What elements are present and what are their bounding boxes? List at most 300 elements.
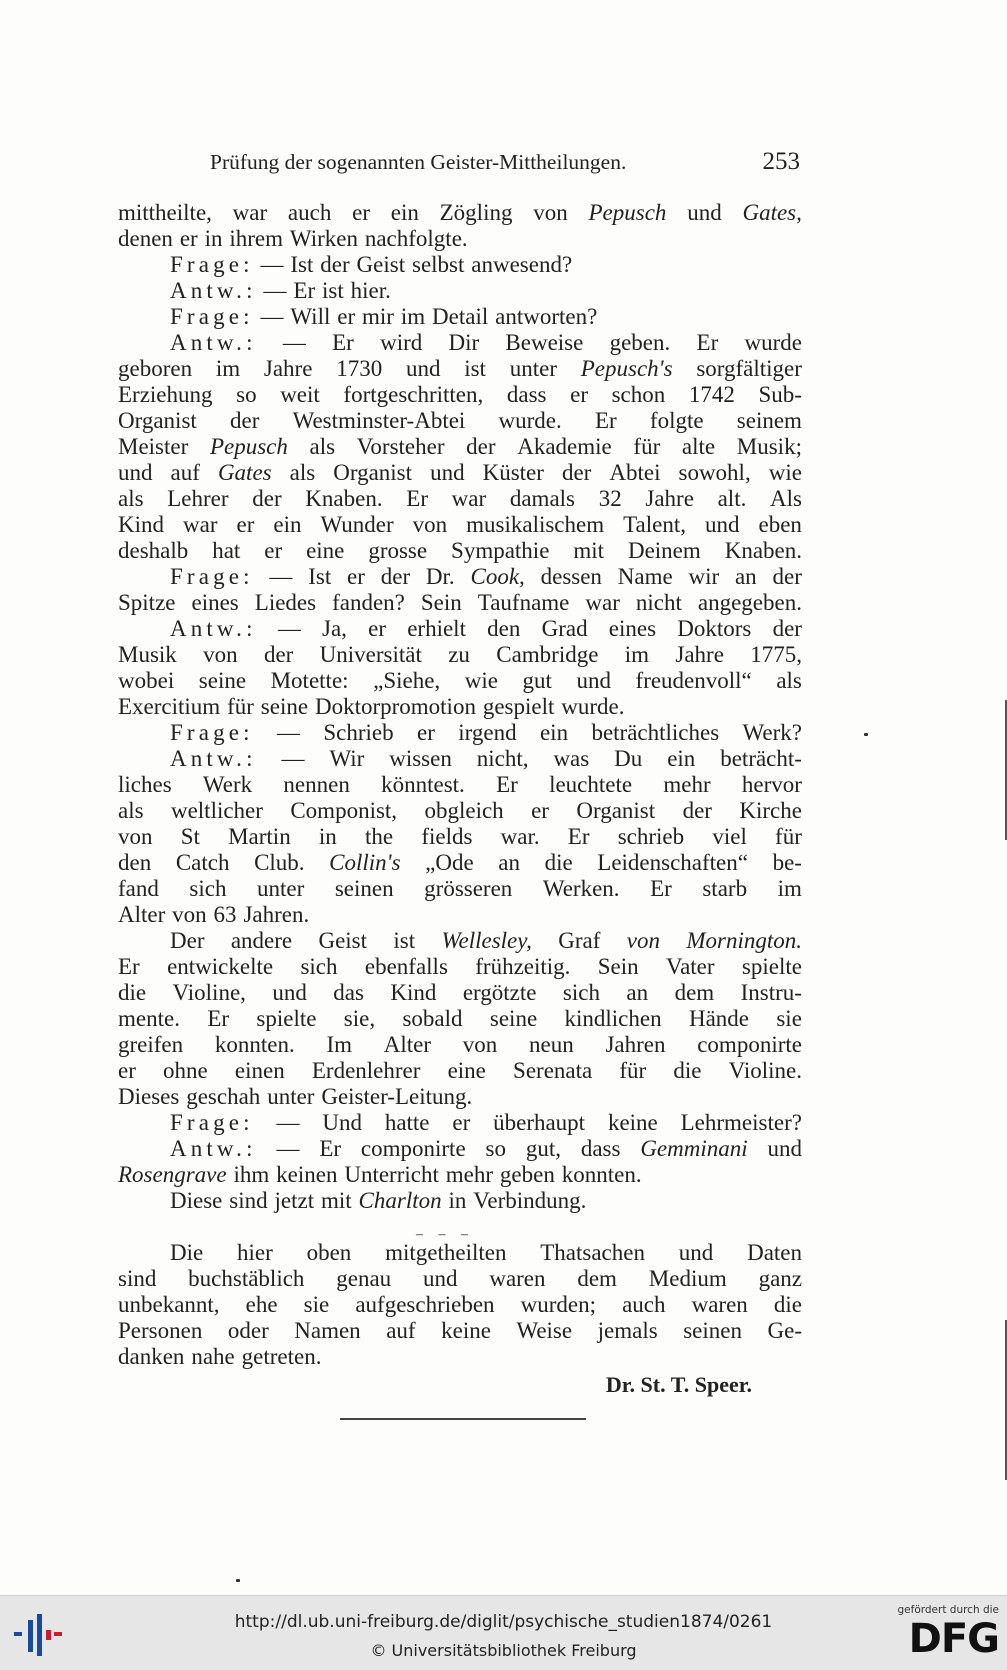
- word: Dr.: [425, 564, 455, 589]
- word: den: [487, 616, 521, 641]
- word: Universität: [319, 642, 422, 667]
- word: für: [775, 824, 802, 849]
- word: Wir: [329, 746, 365, 771]
- word: Er: [696, 330, 719, 355]
- word: Namen: [294, 1318, 361, 1343]
- word: leuchtete: [549, 772, 633, 797]
- text-line: [118, 850, 802, 876]
- word: Medium: [648, 1266, 727, 1291]
- word: Im: [326, 1032, 353, 1057]
- word: er: [179, 226, 198, 251]
- word: sich: [189, 876, 227, 901]
- word: ehe: [245, 1292, 278, 1317]
- word: war: [183, 512, 218, 537]
- word: Martin: [228, 824, 291, 849]
- word: seinen: [683, 1318, 742, 1343]
- word: kindlichen: [564, 1006, 662, 1031]
- word: und: [767, 1136, 802, 1161]
- word: ist: [322, 278, 344, 303]
- word: oder: [227, 1318, 269, 1343]
- word: Leidenschaften“: [597, 850, 748, 875]
- text-line: [118, 1136, 802, 1162]
- word: konnten.: [214, 1032, 295, 1057]
- word: seine: [260, 694, 309, 719]
- word: geben.: [609, 330, 671, 355]
- word: aufgeschrieben: [355, 1292, 495, 1317]
- word: Hände: [688, 1006, 749, 1031]
- word: auf: [170, 460, 200, 485]
- word: Küster: [482, 460, 544, 485]
- text-line: [118, 1344, 802, 1370]
- word: spielte: [741, 954, 802, 979]
- word: der: [263, 642, 294, 667]
- word: eine: [447, 1058, 486, 1083]
- word: Taufname: [477, 590, 570, 615]
- text-line: [118, 616, 802, 642]
- word: zu: [448, 642, 470, 667]
- word: und: [118, 460, 153, 485]
- text-line: [118, 460, 802, 486]
- word: er: [452, 1110, 471, 1135]
- word: Doktors: [677, 616, 752, 641]
- text-line: [118, 382, 802, 408]
- word: ein: [539, 720, 569, 745]
- word: als: [289, 460, 316, 485]
- word: jetzt: [274, 1188, 315, 1213]
- word: 1742: [688, 382, 735, 407]
- word: Er: [594, 408, 617, 433]
- word: —: [276, 1136, 300, 1161]
- text-line: [118, 408, 802, 434]
- running-header: [118, 150, 800, 182]
- word: hatte: [384, 1110, 430, 1135]
- word: der: [466, 434, 496, 459]
- word: entwickelte: [167, 954, 274, 979]
- word: Thatsachen: [540, 1240, 645, 1265]
- word: weit: [280, 382, 320, 407]
- word: er: [570, 382, 588, 407]
- word: Name: [617, 564, 673, 589]
- word: mit: [320, 1188, 352, 1213]
- word: im: [215, 356, 241, 381]
- word: und: [405, 356, 441, 381]
- word: danken: [118, 1344, 185, 1369]
- word: mir: [362, 304, 394, 329]
- word: alt.: [717, 486, 747, 511]
- word: sich: [300, 954, 338, 979]
- word: war: [232, 200, 268, 225]
- word: der: [772, 616, 802, 641]
- word: buchstäblich: [188, 1266, 305, 1291]
- text-line: [118, 486, 802, 512]
- word: be-: [772, 850, 802, 875]
- word: mitgetheilten: [385, 1240, 507, 1265]
- word: Jahre: [675, 642, 724, 667]
- word: —: [260, 304, 284, 329]
- word: Ja,: [322, 616, 347, 641]
- word: von: [172, 902, 207, 927]
- word: an: [734, 564, 757, 589]
- word: mehr: [663, 772, 711, 797]
- word: Jahren: [605, 1032, 666, 1057]
- word: der: [682, 798, 712, 823]
- permalink-url[interactable]: http://dl.ub.uni-freiburg.de/diglit/psychische_studien1874/0261: [234, 1612, 773, 1632]
- text-line: [118, 1110, 802, 1136]
- word: für: [619, 1058, 647, 1083]
- word: nahe: [191, 1344, 235, 1369]
- word: mente.: [118, 1006, 180, 1031]
- word: Westminster-Abtei: [292, 408, 466, 433]
- word: könntest.: [381, 772, 465, 797]
- word: mit: [573, 538, 605, 563]
- word: Werken.: [542, 876, 620, 901]
- word: Sein: [420, 590, 462, 615]
- word: sobald: [402, 1006, 463, 1031]
- word: ist: [464, 356, 486, 381]
- word: Catch: [175, 850, 230, 875]
- text-line: [118, 746, 802, 772]
- word: die: [773, 1292, 802, 1317]
- word: sind: [118, 1266, 157, 1291]
- word: die: [544, 850, 573, 875]
- word: Alter: [118, 902, 166, 927]
- word: Ist: [308, 564, 332, 589]
- word: war: [585, 590, 620, 615]
- word: Vater: [666, 954, 715, 979]
- word: unbekannt,: [118, 1292, 220, 1317]
- word: —: [263, 278, 287, 303]
- word: von: [626, 928, 660, 953]
- word: „Siehe,: [373, 668, 441, 693]
- word: Will: [290, 304, 331, 329]
- text-line: [118, 1318, 802, 1344]
- word: Charlton: [358, 1188, 442, 1213]
- word: folgte: [649, 408, 704, 433]
- word: 1775,: [750, 642, 802, 667]
- word: Dieses: [118, 1084, 180, 1109]
- word: Organist: [333, 460, 413, 485]
- word: sie: [776, 1006, 802, 1031]
- word: er: [236, 512, 255, 537]
- text-line: [118, 902, 802, 928]
- word: obgleich: [424, 798, 504, 823]
- word: Beweise: [505, 330, 584, 355]
- word: im: [624, 642, 650, 667]
- text-line: [118, 330, 802, 356]
- word: ein: [390, 200, 419, 225]
- word: er: [264, 538, 283, 563]
- word: sie: [303, 1292, 330, 1317]
- word: erhielt: [407, 616, 466, 641]
- text-line: [118, 824, 802, 850]
- word: Grad: [541, 616, 588, 641]
- word: den: [118, 850, 152, 875]
- word: war: [451, 486, 487, 511]
- running-title: Prüfung der sogenannten Geister-Mittheilungen.: [210, 150, 627, 174]
- word: und: [272, 980, 307, 1005]
- word: wurde.: [498, 408, 562, 433]
- word: Componist,: [290, 798, 398, 823]
- word: überhaupt: [493, 1110, 586, 1135]
- word: Talent,: [623, 512, 686, 537]
- word: Club.: [254, 850, 305, 875]
- word: als: [118, 798, 144, 823]
- word: dem: [577, 1266, 617, 1291]
- word: der: [252, 486, 282, 511]
- word: Er: [293, 278, 316, 303]
- word: Frage:: [170, 304, 254, 329]
- word: Graf: [558, 928, 601, 953]
- word: sie,: [343, 1006, 376, 1031]
- footer-bar: [0, 1595, 1007, 1670]
- word: grösseren: [424, 876, 513, 901]
- word: keine: [441, 1318, 491, 1343]
- word: Musik: [118, 642, 177, 667]
- word: geben: [499, 1162, 555, 1187]
- word: Frage:: [170, 252, 254, 277]
- word: sorgfältiger: [696, 356, 802, 381]
- word: geboren: [118, 356, 193, 381]
- word: Violine.: [728, 1058, 802, 1083]
- word: viel: [712, 824, 747, 849]
- text-line: [118, 512, 802, 538]
- word: für: [633, 434, 661, 459]
- word: Abtei: [609, 460, 661, 485]
- text-line: [118, 564, 802, 590]
- word: unter: [257, 876, 305, 901]
- page-number: 253: [762, 148, 800, 175]
- text-line: [118, 772, 802, 798]
- word: an: [498, 850, 520, 875]
- word: —: [276, 720, 300, 745]
- word: musikalischem: [466, 512, 605, 537]
- word: er: [352, 200, 370, 225]
- word: eines: [608, 616, 657, 641]
- word: fanden?: [332, 590, 405, 615]
- word: der: [320, 252, 350, 277]
- word: die: [118, 980, 147, 1005]
- word: Alter: [383, 1032, 432, 1057]
- word: dass: [580, 1136, 621, 1161]
- word: Geist: [356, 252, 406, 277]
- word: er: [417, 720, 435, 745]
- word: anwesend?: [471, 252, 573, 277]
- word: der: [380, 564, 411, 589]
- word: —: [277, 616, 301, 641]
- word: er: [368, 616, 387, 641]
- word: —: [260, 252, 284, 277]
- word: getreten.: [241, 1344, 322, 1369]
- word: gespielt: [482, 694, 555, 719]
- word: „Ode: [425, 850, 474, 875]
- word: er: [337, 304, 356, 329]
- word: was: [553, 746, 590, 771]
- word: auf: [386, 1318, 416, 1343]
- word: selbst: [412, 252, 465, 277]
- word: Antw.:: [170, 1136, 257, 1161]
- word: der: [230, 408, 260, 433]
- word: Ist: [290, 252, 314, 277]
- word: er: [531, 798, 549, 823]
- word: die: [673, 1058, 702, 1083]
- text-line: [118, 720, 802, 746]
- word: das: [333, 980, 364, 1005]
- dfg-logo: [889, 1604, 1001, 1664]
- text-line: [118, 1058, 802, 1084]
- text-line: [118, 1188, 802, 1214]
- word: hier: [237, 1240, 273, 1265]
- word: Frage:: [170, 564, 254, 589]
- word: einen: [234, 1058, 285, 1083]
- word: Antw.:: [170, 330, 257, 355]
- word: beträcht-: [720, 746, 802, 771]
- word: Geister-Leitung.: [321, 1084, 473, 1109]
- text-line: [118, 954, 802, 980]
- word: ein: [273, 512, 302, 537]
- word: dem: [674, 980, 715, 1005]
- word: fortgeschritten,: [343, 382, 484, 407]
- text-line: [118, 1032, 802, 1058]
- word: seinen: [334, 876, 394, 901]
- word: grosse: [368, 538, 428, 563]
- word: und: [430, 460, 465, 485]
- word: —: [281, 746, 305, 771]
- text-line: [118, 1266, 802, 1292]
- word: Deinem: [627, 538, 701, 563]
- word: wie: [768, 460, 802, 485]
- word: hat: [212, 538, 241, 563]
- word: 32: [598, 486, 622, 511]
- word: an: [626, 980, 649, 1005]
- word: angegeben.: [697, 590, 802, 615]
- text-line: [118, 356, 802, 382]
- word: componirte: [697, 1032, 802, 1057]
- word: Werk?: [742, 720, 802, 745]
- word: Dir: [448, 330, 480, 355]
- word: Wellesley,: [441, 928, 532, 953]
- word: ein: [667, 746, 696, 771]
- scan-speck: [864, 733, 868, 736]
- word: spielte: [256, 1006, 317, 1031]
- word: nachfolgte.: [364, 226, 468, 251]
- word: auch: [622, 1292, 666, 1317]
- word: Zögling: [439, 200, 513, 225]
- word: Die: [170, 1240, 204, 1265]
- word: nicht: [635, 590, 682, 615]
- word: genau: [336, 1266, 392, 1291]
- word: Sein: [597, 954, 639, 979]
- end-rule: [340, 1418, 586, 1420]
- word: Instru-: [740, 980, 802, 1005]
- signature-line: [118, 1372, 802, 1398]
- word: fand: [118, 876, 159, 901]
- word: 1730: [336, 356, 383, 381]
- word: geschah: [186, 1084, 261, 1109]
- word: unter: [509, 356, 557, 381]
- word: —: [276, 1110, 300, 1135]
- word: the: [365, 824, 394, 849]
- word: wird: [380, 330, 423, 355]
- word: als: [118, 486, 144, 511]
- word: er: [347, 564, 365, 589]
- word: starb: [702, 876, 748, 901]
- word: freudenvoll“: [635, 668, 752, 693]
- text-line: [118, 980, 802, 1006]
- word: Pepusch: [209, 434, 288, 459]
- word: wurde.: [561, 694, 625, 719]
- word: eine: [306, 538, 345, 563]
- word: Er: [567, 824, 590, 849]
- word: Exercitium: [118, 694, 221, 719]
- word: auch: [287, 200, 332, 225]
- word: Cambridge: [496, 642, 599, 667]
- word: keinen: [276, 1162, 338, 1187]
- word: Lehrmeister?: [680, 1110, 802, 1135]
- word: Doktorpromotion: [314, 694, 476, 719]
- word: ergötzte: [462, 980, 537, 1005]
- word: componirte: [360, 1136, 466, 1161]
- text-line: [118, 1006, 802, 1032]
- word: Erdenlehrer: [311, 1058, 421, 1083]
- word: Knaben.: [724, 538, 802, 563]
- word: Geist: [318, 928, 368, 953]
- word: andere: [230, 928, 293, 953]
- word: 63: [213, 902, 237, 927]
- word: sowohl,: [678, 460, 751, 485]
- word: Vorsteher: [356, 434, 445, 459]
- word: beträchtliches: [591, 720, 720, 745]
- word: Antw.:: [170, 746, 257, 771]
- word: Spitze: [118, 590, 176, 615]
- word: Frage:: [170, 720, 254, 745]
- word: ist: [393, 928, 416, 953]
- word: seine: [198, 668, 247, 693]
- word: wobei: [118, 668, 175, 693]
- word: Kind: [118, 512, 164, 537]
- text-line: [118, 304, 802, 330]
- word: —: [282, 330, 306, 355]
- word: ihrem: [229, 226, 284, 251]
- word: Verbindung.: [473, 1188, 587, 1213]
- word: er: [118, 1058, 136, 1083]
- word: deshalb: [118, 538, 189, 563]
- word: für: [227, 694, 254, 719]
- word: Liedes: [254, 590, 317, 615]
- word: seinem: [736, 408, 802, 433]
- dfg-funding-note: gefördert durch die: [897, 1604, 999, 1616]
- word: Wunder: [320, 512, 394, 537]
- word: als: [776, 668, 802, 693]
- word: in: [204, 226, 223, 251]
- word: Ge-: [767, 1318, 802, 1343]
- word: Motette:: [270, 668, 349, 693]
- word: waren: [489, 1266, 546, 1291]
- text-line: [118, 538, 802, 564]
- word: nennen: [283, 772, 350, 797]
- word: nicht,: [476, 746, 529, 771]
- word: Diese: [170, 1188, 223, 1213]
- word: gut: [522, 668, 552, 693]
- word: Mornington.: [686, 928, 802, 953]
- word: wissen: [389, 746, 452, 771]
- text-line: [118, 434, 802, 460]
- text-line: [118, 252, 802, 278]
- separator-dashes: – – –: [416, 1227, 474, 1242]
- text-line: [118, 200, 802, 226]
- word: seine: [489, 1006, 538, 1031]
- word: dass: [506, 382, 547, 407]
- word: neun: [529, 1032, 574, 1057]
